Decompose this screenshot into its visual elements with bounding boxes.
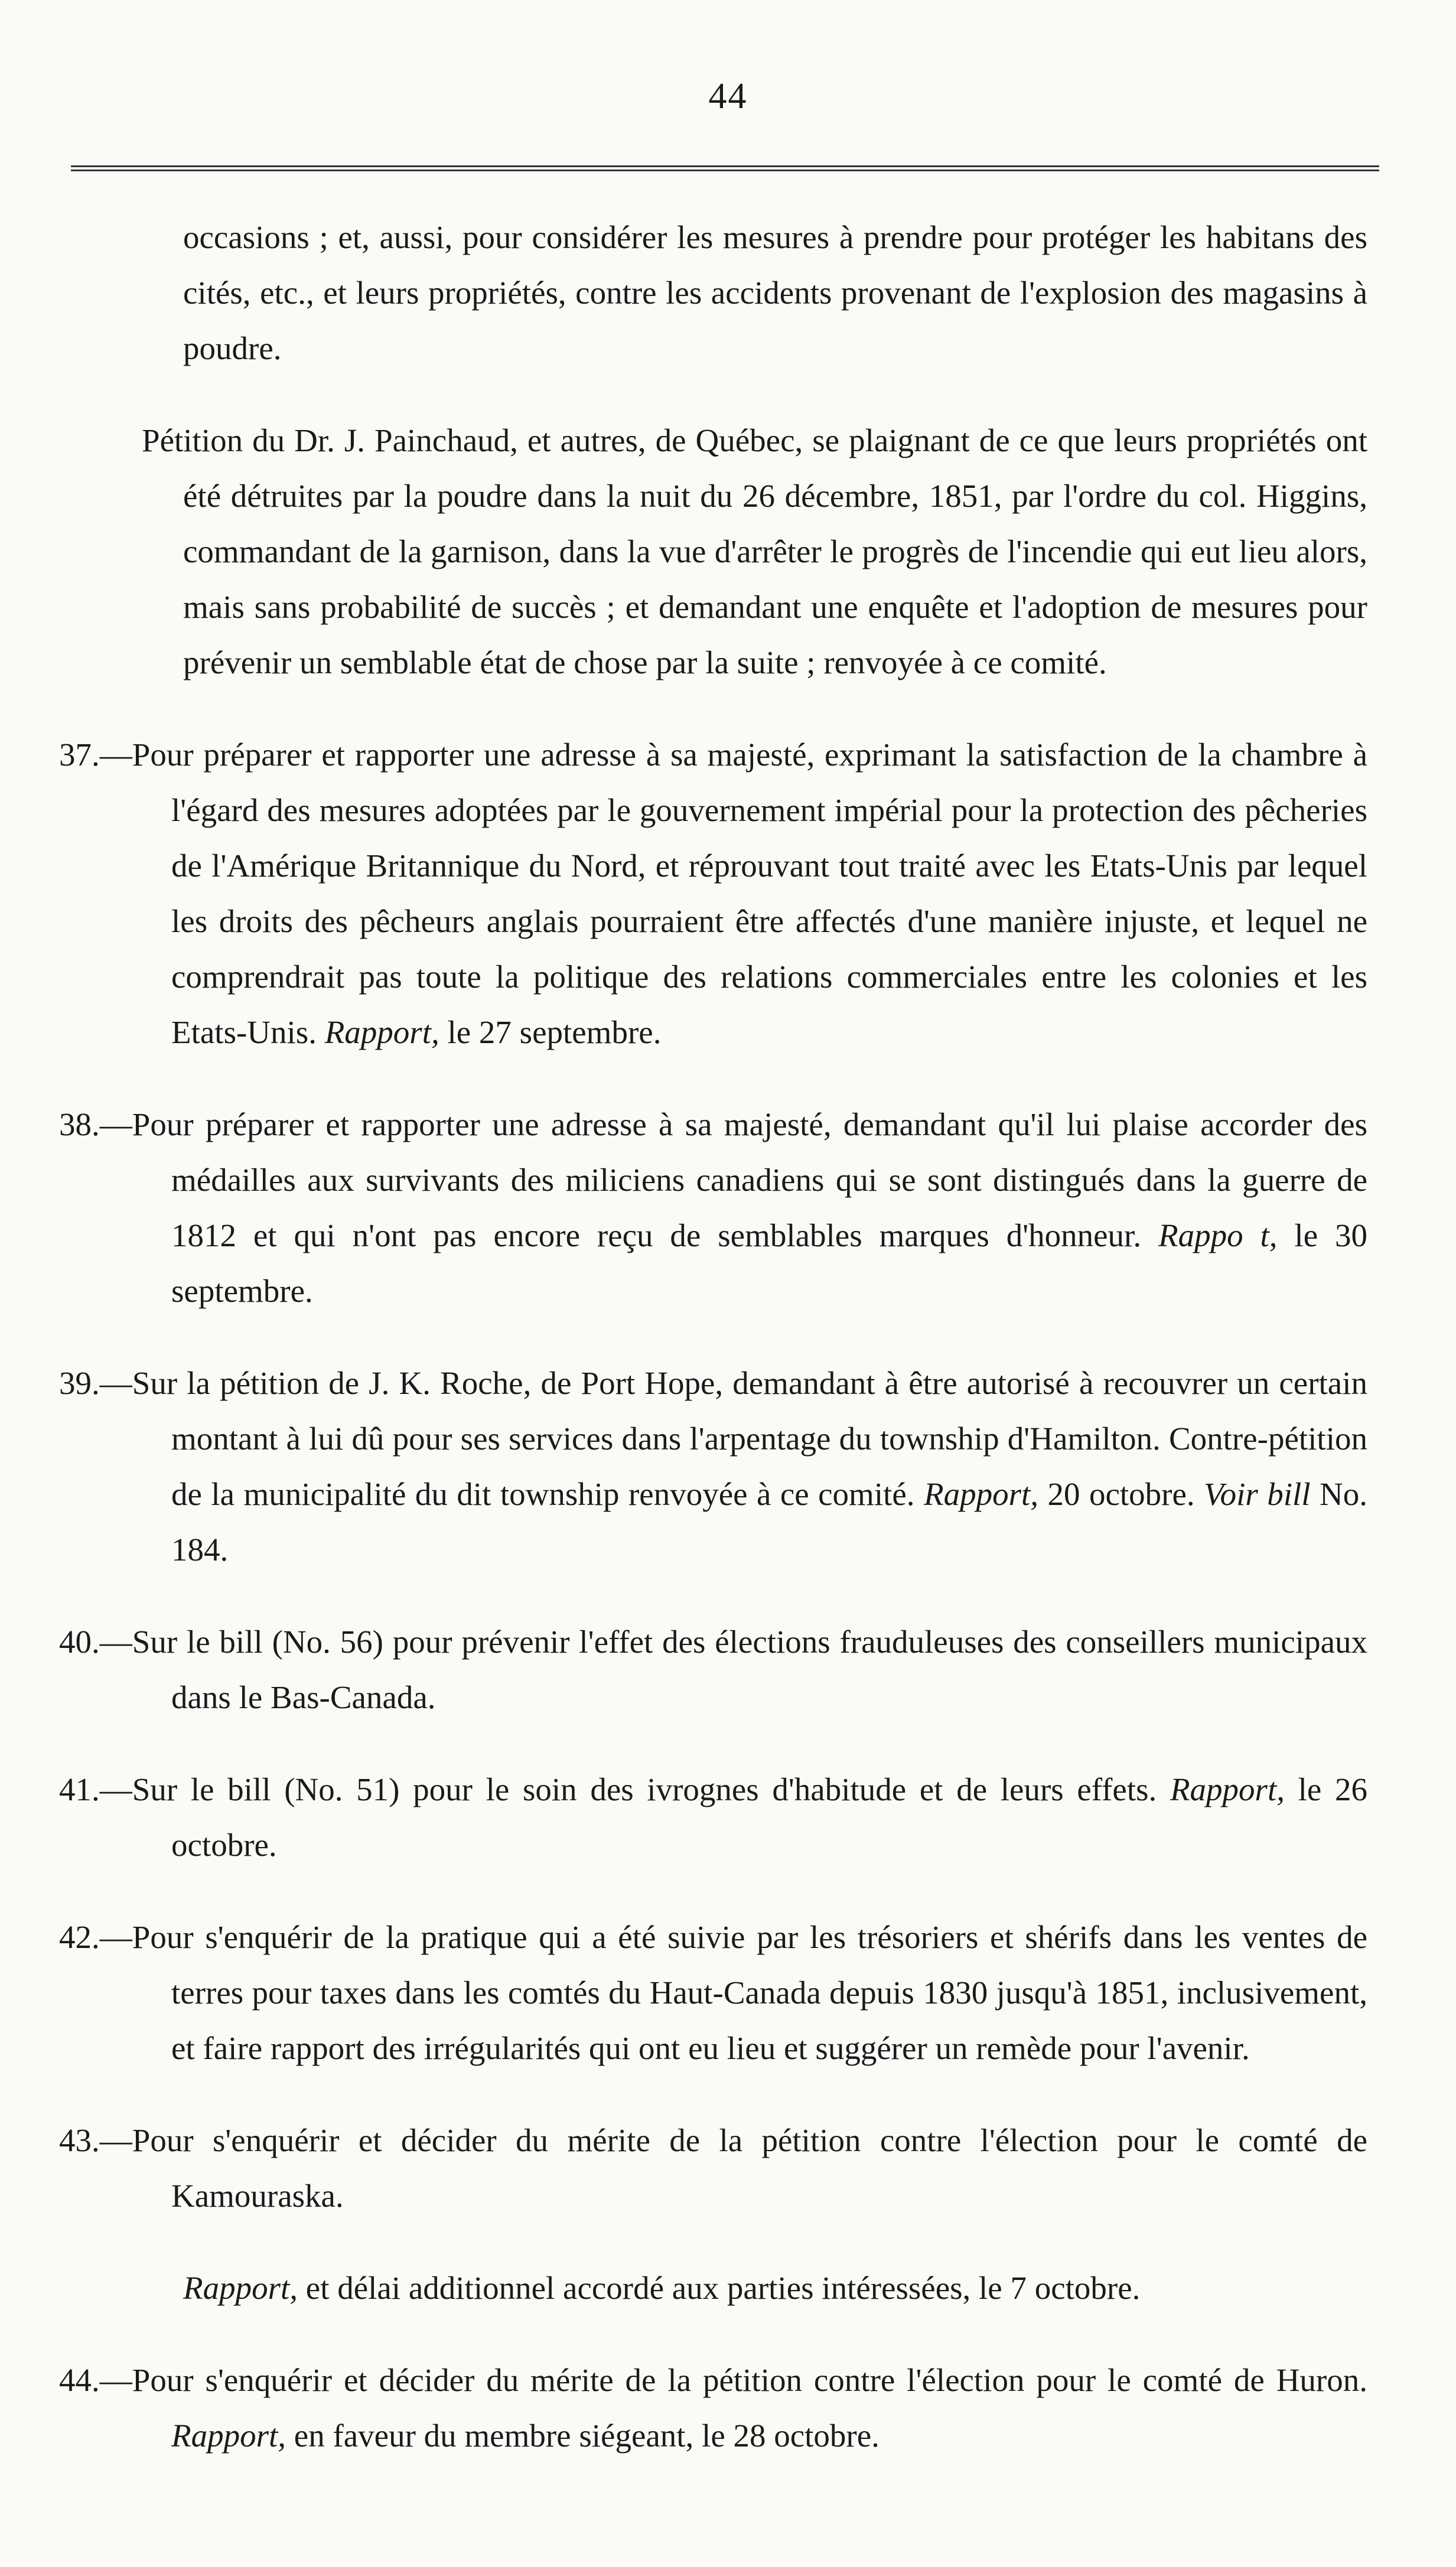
paragraph-continuation: occasions ; et, aussi, pour considérer les mesures à prendre pour protéger les habitans des cités, etc., et leurs propriétés, contre les accidents provenant de l'explosion des magasins à poudre. (183, 219, 1367, 366)
committee-item-44 (59, 2353, 1367, 2464)
report-text: 20 octobre. (1038, 1476, 1204, 1512)
report-label: Rapport, (324, 1014, 439, 1050)
item-text: —Sur la pétition de J. K. Roche, de Port Hope, demandant à être autorisé à recouvrer un certain montant à lui dû pour ses services dans l'arpentage du township d'Hamilton. Contre-pétition de la municipalité du dit township renvoyée à ce comité. (99, 1365, 1367, 1512)
committee-item-39 (59, 1356, 1367, 1578)
report-text: le 27 septembre. (439, 1014, 662, 1050)
see-bill-text: No. 184. (171, 1476, 1367, 1568)
report-label: Rapport, (183, 2270, 298, 2306)
petition-paragraph: Pétition du Dr. J. Painchaud, et autres, de Québec, se plaignant de ce que leurs propriétés ont été détruites par la poudre dans la nuit du 26 décembre, 1851, par l'ordre du col. Higgins, commandant de la garnison, dans la vue d'arrêter le progrès de l'incendie qui eut lieu alors, mais sans probabilité de succès ; et demandant une enquête et l'adoption de mesures pour prévenir un semblable état de chose par la suite ; renvoyée à ce comité. (142, 422, 1367, 680)
report-label: Rapport, (1170, 1771, 1285, 1807)
item-number: 37. (59, 737, 100, 773)
report-label: Rapport, (924, 1476, 1039, 1512)
item-text: —Sur le bill (No. 56) pour prévenir l'effet des élections frauduleuses des conseillers municipaux dans le Bas-Canada. (99, 1624, 1367, 1715)
page-content (59, 210, 1367, 2500)
item-number: 44. (59, 2362, 100, 2398)
header-rule (71, 165, 1379, 171)
report-text: en faveur du membre siégeant, le 28 octobre. (286, 2418, 880, 2454)
report-text: le 26 octobre. (171, 1771, 1367, 1863)
report-label: Rappo t, (1158, 1217, 1278, 1253)
see-bill-label: Voir bill (1204, 1476, 1311, 1512)
report-text: le 30 septembre. (171, 1217, 1367, 1309)
item-text: —Pour s'enquérir et décider du mérite de la pétition contre l'élection pour le comté de Kamouraska. (99, 2122, 1367, 2214)
item-text: —Pour préparer et rapporter une adresse à sa majesté, exprimant la satisfaction de la chambre à l'égard des mesures adoptées par le gouvernement impérial pour la protection des pêcheries de l'Amérique Britannique du Nord, et réprouvant tout traité avec les Etats-Unis par lequel les droits des pêcheurs anglais pourraient être affectés d'une manière injuste, et lequel ne comprendrait pas toute la politique des relations commerciales entre les colonies et les Etats-Unis. (99, 737, 1367, 1050)
committee-item-43-report (142, 2260, 1367, 2316)
committee-item-41 (59, 1762, 1367, 1873)
item-number: 42. (59, 1919, 100, 1955)
item-number: 43. (59, 2122, 100, 2158)
item-text: —Pour s'enquérir et décider du mérite de la pétition contre l'élection pour le comté de Huron. (99, 2362, 1367, 2398)
report-label: Rapport, (171, 2418, 286, 2454)
item-number: 39. (59, 1365, 100, 1401)
report-text: et délai additionnel accordé aux parties intéressées, le 7 octobre. (298, 2270, 1141, 2306)
item-number: 41. (59, 1771, 100, 1807)
committee-item-43 (59, 2113, 1367, 2224)
committee-item-38 (59, 1097, 1367, 1319)
item-text: —Sur le bill (No. 51) pour le soin des ivrognes d'habitude et de leurs effets. (99, 1771, 1170, 1807)
item-text: —Pour préparer et rapporter une adresse à sa majesté, demandant qu'il lui plaise accorder des médailles aux survivants des miliciens canadiens qui se sont distingués dans la guerre de 1812 et qui n'ont pas encore reçu de semblables marques d'honneur. (99, 1106, 1367, 1253)
committee-item-37 (59, 727, 1367, 1060)
item-number: 40. (59, 1624, 100, 1660)
item-number: 38. (59, 1106, 100, 1142)
committee-item-42 (59, 1910, 1367, 2076)
page-number: 44 (708, 76, 748, 116)
committee-item-40 (59, 1614, 1367, 1725)
item-text: —Pour s'enquérir de la pratique qui a été suivie par les trésoriers et shérifs dans les ventes de terres pour taxes dans les comtés du Haut-Canada depuis 1830 jusqu'à 1851, inclusivement, et faire rapport des irrégularités qui ont eu lieu et suggérer un remède pour l'avenir. (99, 1919, 1367, 2066)
